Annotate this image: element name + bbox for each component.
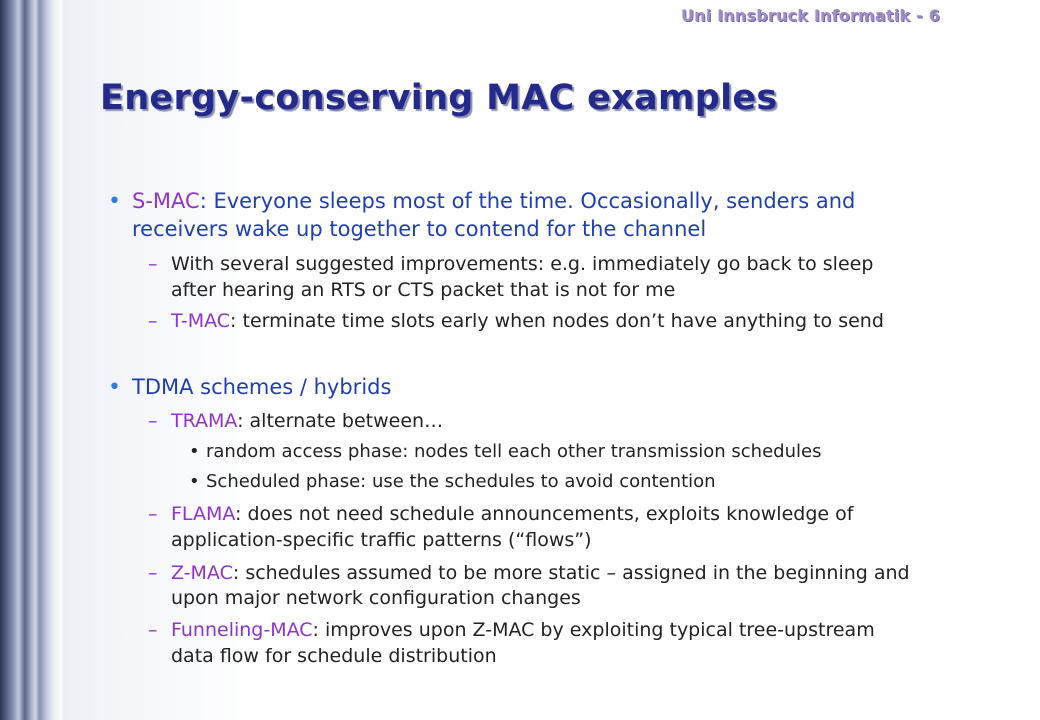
- funneling-text-line2: data flow for schedule distribution: [171, 645, 497, 667]
- sub-bullet-marker: •: [189, 441, 200, 462]
- bullet-tdma: TDMA schemes / hybrids: [132, 375, 392, 399]
- bullet-marker: •: [108, 189, 121, 214]
- term-flama: FLAMA: [171, 503, 236, 525]
- dash-marker: –: [148, 253, 158, 275]
- slide-header-label: Uni Innsbruck Informatik - 6: [680, 6, 940, 25]
- trama-text: : alternate between…: [237, 410, 444, 432]
- scheduled-phase: Scheduled phase: use the schedules to avoid contention: [206, 471, 716, 492]
- zmac-text-line2: upon major network configuration changes: [171, 587, 581, 609]
- slide-title: Energy-conserving MAC examples: [100, 78, 778, 118]
- bullet-smac-line1: [132, 189, 855, 213]
- smac-text-line1: : Everyone sleeps most of the time. Occasionally, senders and: [199, 189, 856, 213]
- smac-text-line2: receivers wake up together to contend for the channel: [132, 217, 707, 241]
- tmac-text: : terminate time slots early when nodes don’t have anything to send: [230, 310, 884, 332]
- dash-marker: –: [148, 410, 158, 432]
- sub-bullet-marker: •: [189, 471, 200, 492]
- zmac-text-line1: : schedules assumed to be more static – assigned in the beginning and: [232, 562, 910, 584]
- dash-marker: –: [148, 503, 158, 525]
- term-smac: S-MAC: [132, 189, 200, 213]
- flama-line1: [171, 503, 853, 525]
- funneling-text-line1: : improves upon Z-MAC by exploiting typical tree-upstream: [312, 619, 875, 641]
- term-trama: TRAMA: [171, 410, 238, 432]
- flama-text-line2: application-specific traffic patterns (“flows”): [171, 529, 592, 551]
- term-tmac: T-MAC: [171, 310, 231, 332]
- tmac-line: [171, 310, 884, 332]
- flama-text-line1: : does not need schedule announcements, exploits knowledge of: [235, 503, 854, 525]
- improvements-line2: after hearing an RTS or CTS packet that is not for me: [171, 279, 676, 301]
- funneling-line1: [171, 619, 875, 641]
- term-zmac: Z-MAC: [171, 562, 233, 584]
- bullet-marker: •: [108, 375, 121, 400]
- trama-line: [171, 410, 443, 432]
- zmac-line1: [171, 562, 910, 584]
- dash-marker: –: [148, 562, 158, 584]
- dash-marker: –: [148, 619, 158, 641]
- random-access-phase: random access phase: nodes tell each other transmission schedules: [206, 441, 822, 462]
- term-funneling-mac: Funneling-MAC: [171, 619, 313, 641]
- improvements-line1: With several suggested improvements: e.g. immediately go back to sleep: [171, 253, 874, 275]
- dash-marker: –: [148, 310, 158, 332]
